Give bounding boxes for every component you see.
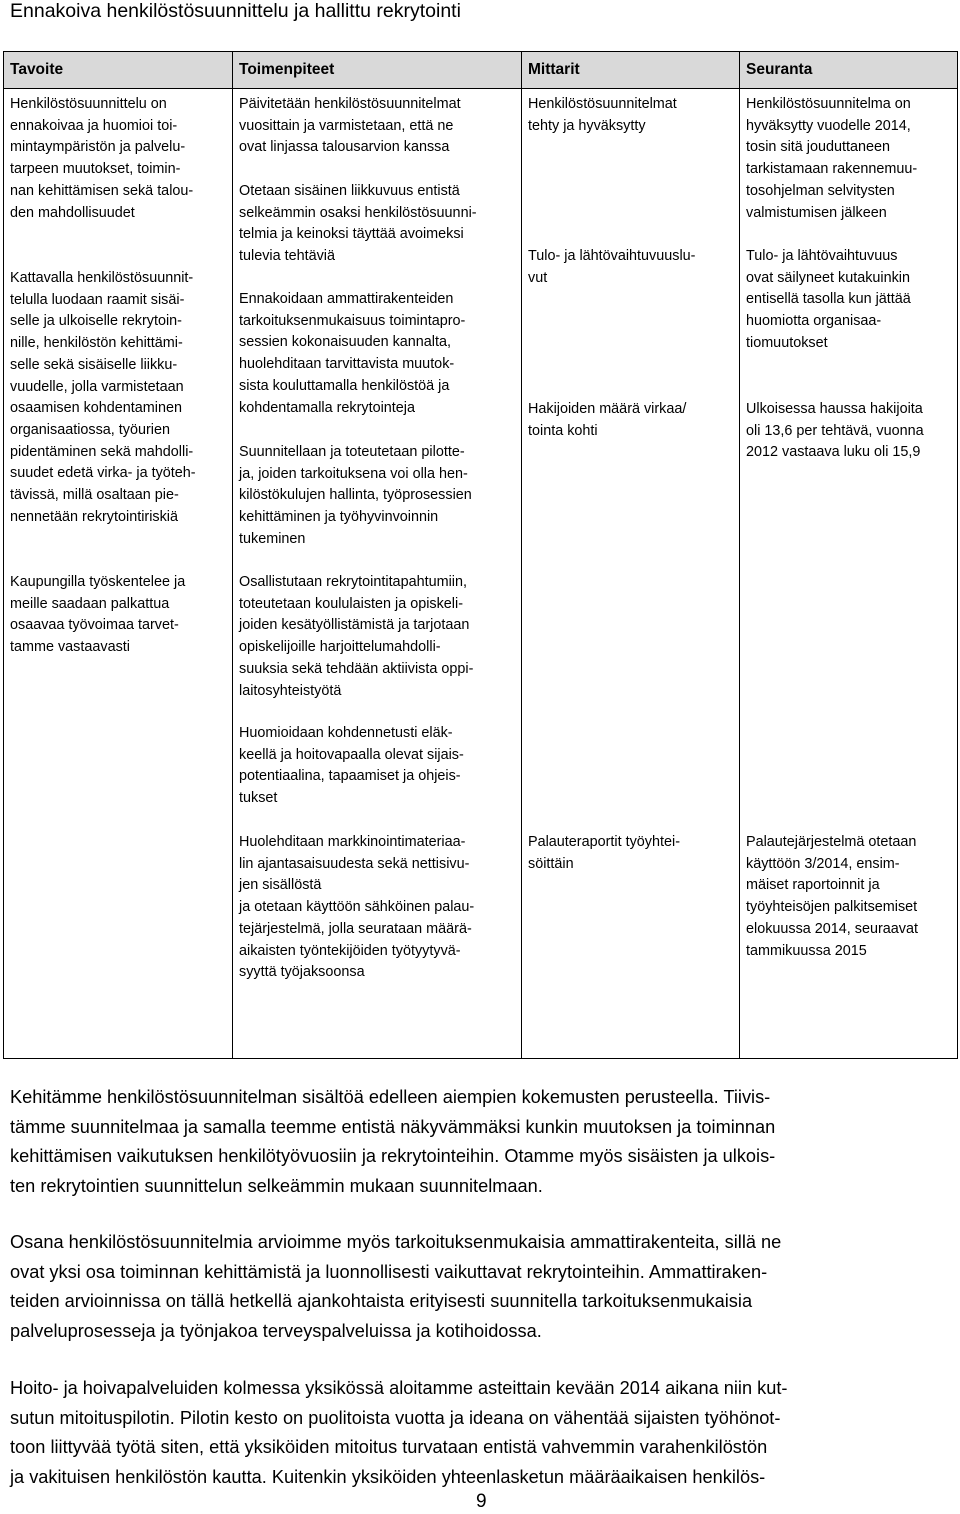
- text-line: Osallistutaan rekrytointitapahtumiin,: [239, 574, 467, 590]
- text-line: tarkistamaan rakennemuu-: [746, 161, 918, 178]
- text-line: sutun mitoituspilotin. Pilotin kesto on puolitoista vuotta ja ideana on vähentää sijaisten työhönot-: [10, 1407, 781, 1428]
- text-line: keellä ja hoitovapaalla olevat sijais-: [239, 746, 464, 763]
- text-line: huolehditaan tarvittavista muutok-: [239, 356, 455, 373]
- cell-seuranta: [740, 89, 958, 1059]
- page-number: 9: [476, 1491, 487, 1512]
- text-line: ja otetaan käyttöön sähköinen palau-: [239, 899, 475, 916]
- header-seuranta: Seuranta: [740, 52, 958, 89]
- text-line: pidentäminen sekä mahdolli-: [10, 443, 194, 460]
- action-block: [239, 832, 474, 984]
- text-line: tejärjestelmä, jolla seurataan määrä-: [239, 920, 472, 937]
- text-line: ovat yksi osa toiminnan kehittämistä ja luonnollisesti vaikuttavat rekrytointeihin. Ammattiraken-: [10, 1261, 768, 1282]
- text-line: tukeminen: [239, 530, 306, 547]
- text-line: Kaupungilla työskentelee ja: [10, 574, 186, 590]
- table-row: [4, 89, 958, 1059]
- text-line: selle sekä sisäiselle liikku-: [10, 356, 178, 373]
- text-line: suudet edetä virka- ja työteh-: [10, 465, 196, 482]
- text-line: toon liittyvää työtä siten, että yksiköiden mitoitus turvataan entistä vahvemmin varahenkilöstön: [10, 1437, 768, 1457]
- action-block: [239, 289, 465, 419]
- text-line: Hoito- ja hoivapalveluiden kolmessa yksikössä aloitamme asteittain kevään 2014 aikana niin kut-: [10, 1378, 788, 1398]
- text-line: ovat linjassa talousarvion kanssa: [239, 139, 450, 156]
- text-line: sessien kokonaisuuden kannalta,: [239, 334, 452, 351]
- text-line: työyhteisöjen palkitsemiset: [746, 899, 918, 916]
- action-block: [239, 572, 473, 702]
- text-line: laitosyhteistyötä: [239, 682, 342, 699]
- text-line: selle ja ulkoiselle rekrytoin-: [10, 313, 182, 330]
- text-line: ja, joiden tarkoituksena voi olla hen-: [239, 465, 468, 482]
- text-line: meille saadaan palkattua: [10, 595, 170, 612]
- page-title: Ennakoiva henkilöstösuunnittelu ja hallittu rekrytointi: [10, 0, 461, 22]
- text-line: organisaatiossa, työurien: [10, 421, 170, 438]
- text-line: potentiaalina, tapaamiset ja ohjeis-: [239, 768, 461, 785]
- text-line: selkeämmin osaksi henkilöstösuunni-: [239, 204, 477, 221]
- text-line: vuosittain ja varmistetaan, että ne: [239, 117, 454, 134]
- text-line: tävissä, millä osaltaan pie-: [10, 487, 179, 504]
- text-line: nille, henkilöstön kehittämi-: [10, 335, 183, 352]
- text-line: Kehitämme henkilöstösuunnitelman sisältöä edelleen aiempien kokemusten perusteella. Tiivis-: [10, 1087, 771, 1107]
- text-line: mintaympäristön ja palvelu-: [10, 139, 186, 156]
- text-line: valmistumisen jälkeen: [746, 204, 887, 221]
- text-line: aikaisten työntekijöiden työtyytyvä-: [239, 942, 461, 959]
- body-paragraph: [10, 1374, 955, 1492]
- text-line: Päivitetään henkilöstösuunnitelmat: [239, 96, 461, 112]
- text-line: Henkilöstösuunnitelma on: [746, 96, 911, 112]
- text-line: kohdentamalla rekrytointeja: [239, 399, 415, 416]
- text-line: Ennakoidaan ammattirakenteiden: [239, 291, 454, 307]
- goal-block: [10, 268, 196, 528]
- text-line: nan kehittämisen sekä talou-: [10, 182, 194, 199]
- text-line: nennetään rekrytointiriskiä: [10, 508, 178, 525]
- text-line: telmia ja keinoksi täyttää avoimeksi: [239, 226, 464, 243]
- text-line: teiden arvioinnissa on tällä hetkellä ajankohtaista erityisesti suunnitella tarkoituksenmukaisia: [10, 1291, 753, 1311]
- followup-block: [746, 399, 924, 464]
- followup-block: [746, 94, 917, 224]
- text-line: tukset: [239, 790, 278, 807]
- text-line: den mahdollisuudet: [10, 204, 135, 221]
- header-mittarit: Mittarit: [522, 52, 740, 89]
- text-line: osaamisen kohdentaminen: [10, 400, 182, 417]
- cell-toimenpiteet: [233, 89, 522, 1059]
- metric-block: [528, 399, 686, 442]
- text-line: joiden kesätyöllistämistä ja tarjotaan: [239, 617, 470, 634]
- body-paragraph: [10, 1228, 955, 1346]
- text-line: kehittämisen vaikutuksen henkilötyövuosiin ja rekrytointeihin. Otamme myös sisäisten ja ulkois-: [10, 1146, 776, 1166]
- goal-block: [10, 94, 193, 224]
- text-line: ennakoivaa ja huomioi toi-: [10, 117, 178, 134]
- text-line: tarkoituksenmukaisuus toimintapro-: [239, 312, 466, 329]
- text-line: lin ajantasaisuudesta sekä nettisivu-: [239, 855, 470, 872]
- text-line: tammikuussa 2015: [746, 942, 867, 959]
- text-line: mäiset raportoinnit ja: [746, 877, 880, 894]
- text-line: opiskelijoille harjoittelumahdolli-: [239, 639, 441, 656]
- text-line: tulevia tehtäviä: [239, 248, 335, 265]
- text-line: tiomuutokset: [746, 334, 828, 351]
- text-line: entisellä tasolla kun jättää: [746, 291, 911, 308]
- text-line: huomiotta organisaa-: [746, 313, 882, 330]
- action-block: [239, 723, 464, 810]
- metric-block: [528, 246, 695, 289]
- text-line: tointa kohti: [528, 422, 598, 439]
- hr-planning-table: [3, 51, 958, 1059]
- text-line: ovat säilyneet kutakuinkin: [746, 269, 910, 286]
- table-header-row: [4, 52, 958, 89]
- text-line: 2012 vastaava luku oli 15,9: [746, 444, 921, 461]
- text-line: osaavaa työvoimaa tarvet-: [10, 617, 179, 634]
- text-line: Otetaan sisäinen liikkuvuus entistä: [239, 183, 460, 199]
- text-line: Hakijoiden määrä virkaa/: [528, 401, 687, 417]
- cell-tavoite: [4, 89, 233, 1059]
- text-line: toteutetaan koululaisten ja opiskeli-: [239, 595, 463, 612]
- text-line: suuksia sekä tehdään aktiivista oppi-: [239, 660, 474, 677]
- text-line: Henkilöstösuunnittelu on: [10, 96, 167, 112]
- text-line: söittäin: [528, 855, 574, 872]
- text-line: kilöstökulujen hallinta, työprosessien: [239, 487, 472, 504]
- text-line: vut: [528, 269, 548, 286]
- text-line: ja vakituisen henkilöstön kautta. Kuitenkin yksiköiden yhteenlasketun määräaikaisen henkilös-: [10, 1466, 766, 1487]
- text-line: tosin sitä jouduttaneen: [746, 139, 891, 156]
- cell-mittarit: [522, 89, 740, 1059]
- action-block: [239, 181, 477, 268]
- followup-block: [746, 246, 911, 355]
- text-line: käyttöön 3/2014, ensim-: [746, 855, 900, 872]
- text-line: oli 13,6 per tehtävä, vuonna: [746, 422, 924, 439]
- text-line: ten rekrytointien suunnittelun selkeämmin mukaan suunnitelmaan.: [10, 1175, 543, 1196]
- text-line: Henkilöstösuunnitelmat: [528, 96, 677, 112]
- text-line: sista kouluttamalla henkilöstöä ja: [239, 377, 450, 394]
- text-line: elokuussa 2014, seuraavat: [746, 920, 919, 937]
- text-line: Kattavalla henkilöstösuunnit-: [10, 270, 194, 286]
- text-line: tehty ja hyväksytty: [528, 117, 646, 134]
- text-line: Tulo- ja lähtövaihtuvuuslu-: [528, 248, 696, 264]
- header-toimenpiteet: Toimenpiteet: [233, 52, 522, 89]
- action-block: [239, 94, 461, 159]
- text-line: tamme vastaavasti: [10, 639, 130, 656]
- metric-block: [528, 832, 680, 875]
- text-line: tämme suunnitelmaa ja samalla teemme entistä näkyvämmäksi kunkin muutoksen ja toiminnan: [10, 1116, 776, 1137]
- text-line: palveluprosesseja ja työnjakoa terveyspalveluissa ja kotihoidossa.: [10, 1320, 542, 1341]
- text-line: hyväksytty vuodelle 2014,: [746, 117, 911, 134]
- text-line: syyttä työjaksoonsa: [239, 964, 365, 981]
- text-line: telulla luodaan raamit sisäi-: [10, 291, 185, 308]
- text-line: Palautejärjestelmä otetaan: [746, 834, 917, 850]
- followup-block: [746, 832, 918, 962]
- action-block: [239, 442, 472, 551]
- text-line: Suunnitellaan ja toteutetaan pilotte-: [239, 444, 465, 460]
- text-line: Huomioidaan kohdennetusti eläk-: [239, 725, 453, 741]
- header-tavoite: Tavoite: [4, 52, 233, 89]
- metric-block: [528, 94, 677, 137]
- text-line: Osana henkilöstösuunnitelmia arvioimme myös tarkoituksenmukaisia ammattirakenteita, sillä ne: [10, 1232, 782, 1252]
- text-line: jen sisällöstä: [239, 877, 322, 894]
- text-line: Huolehditaan markkinointimateriaa-: [239, 834, 466, 850]
- text-line: kehittäminen ja työhyvinvoinnin: [239, 509, 439, 526]
- body-paragraph: [10, 1083, 955, 1201]
- text-line: Tulo- ja lähtövaihtuvuus: [746, 248, 898, 264]
- text-line: Palauteraportit työyhtei-: [528, 834, 680, 850]
- text-line: vuudelle, jolla varmistetaan: [10, 378, 184, 395]
- text-line: Ulkoisessa haussa hakijoita: [746, 401, 923, 417]
- text-line: tarpeen muutokset, toimin-: [10, 161, 181, 178]
- text-line: tosohjelman selvitysten: [746, 182, 895, 199]
- goal-block: [10, 572, 185, 659]
